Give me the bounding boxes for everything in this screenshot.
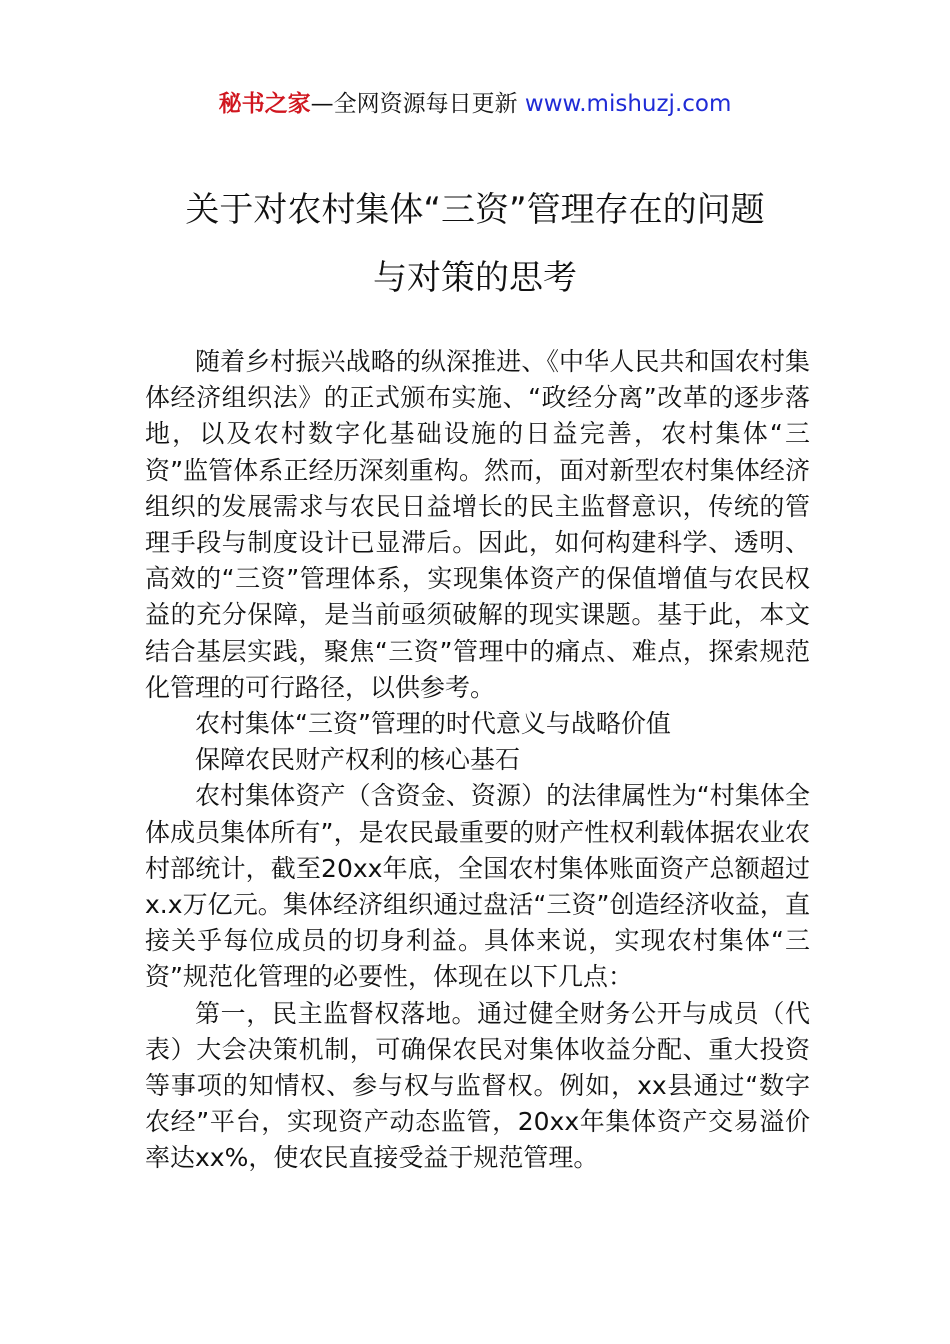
site-tagline: —全网资源每日更新: [310, 91, 525, 117]
site-url-link[interactable]: www.mishuzj.com: [524, 91, 732, 117]
document-title-line-1: 关于对农村集体“三资”管理存在的问题: [185, 190, 765, 230]
body-paragraph: 农村集体资产（含资金、资源）的法律属性为“村集体全体成员集体所有”，是农民最重要的财产性权利载体据农业农村部统计，截至20xx年底，全国农村集体账面资产总额超过x.x万亿元。集体经济组织通过盘活“三资”创造经济收益，直接关乎每位成员的切身利益。具体来说，实现农村集体“三资”规范化管理的必要性，体现在以下几点：: [145, 781, 810, 992]
subsection-heading: 保障农民财产权利的核心基石: [195, 745, 521, 775]
site-header: [0, 86, 950, 122]
intro-paragraph: 随着乡村振兴战略的纵深推进、《中华人民共和国农村集体经济组织法》的正式颁布实施、“政经分离”改革的逐步落地，以及农村数字化基础设施的日益完善，农村集体“三资”监管体系正经历深刻重构。然而，面对新型农村集体经济组织的发展需求与农民日益增长的民主监督意识，传统的管理手段与制度设计已显滞后。因此，如何构建科学、透明、高效的“三资”管理体系，实现集体资产的保值增值与农民权益的充分保障，是当前亟须破解的现实课题。基于此，本文结合基层实践，聚焦“三资”管理中的痛点、难点，探索规范化管理的可行路径，以供参考。: [145, 347, 810, 702]
document-title-line-2: 与对策的思考: [373, 258, 577, 298]
brand-name: 秘书之家: [218, 91, 311, 117]
section-heading: 农村集体“三资”管理的时代意义与战略价值: [195, 709, 671, 739]
document-body: [145, 344, 810, 1177]
body-paragraph: 第一，民主监督权落地。通过健全财务公开与成员（代表）大会决策机制，可确保农民对集体收益分配、重大投资等事项的知情权、参与权与监督权。例如，xx县通过“数字农经”平台，实现资产动态监管，20xx年集体资产交易溢价率达xx%，使农民直接受益于规范管理。: [145, 998, 810, 1173]
